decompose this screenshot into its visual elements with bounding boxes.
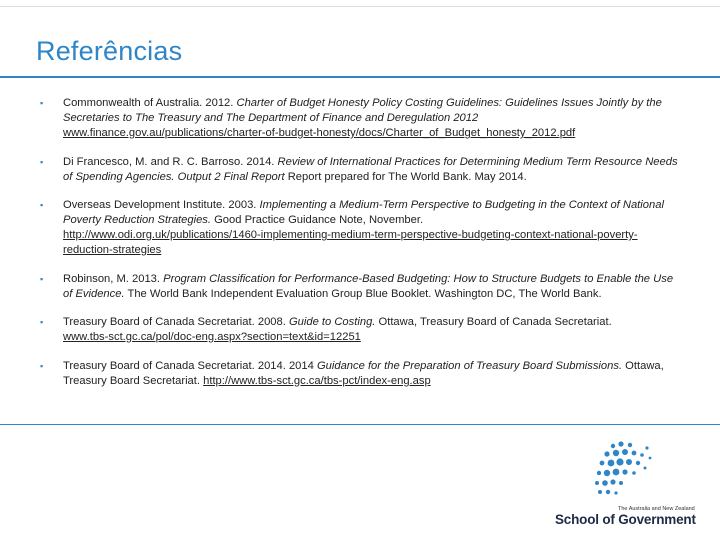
reference-item <box>40 359 680 389</box>
logo-tagline: The Australia and New Zealand <box>618 506 695 512</box>
reference-link[interactable]: http://www.tbs-sct.gc.ca/tbs-pct/index-eng.asp <box>203 374 431 387</box>
reference-item <box>40 155 680 185</box>
reference-title: Guidance for the Preparation of Treasury Board Submissions. <box>316 359 623 372</box>
reference-link[interactable]: http://www.odi.org.uk/publications/1460-implementing-medium-term-perspective-budgeting-context-national-poverty-reduction-strategies <box>63 229 638 256</box>
reference-item <box>40 96 680 141</box>
reference-author: Robinson, M. 2013. <box>63 272 164 285</box>
reference-title: Implementing a Medium-Term Perspective to Budgeting in the Context of National Poverty Reduction Strategies. <box>63 199 664 226</box>
reference-title: Program Classification for Performance-Based Budgeting: How to Structure Budgets to Enable the Use of Evidence. <box>63 272 674 300</box>
reference-author: Treasury Board of Canada Secretariat. 2014. 2014 <box>63 359 317 372</box>
reference-link[interactable]: www.tbs-sct.gc.ca/pol/doc-eng.aspx?section=text&id=12251 <box>63 331 361 343</box>
reference-author: Commonwealth of Australia. 2012. <box>63 97 237 109</box>
reference-author: Treasury Board of Canada Secretariat. 2008. <box>63 316 289 328</box>
top-divider <box>0 6 720 7</box>
footer-divider <box>0 424 720 425</box>
logo-wordmark: School of Government <box>555 512 696 527</box>
reference-link[interactable]: www.finance.gov.au/publications/charter-of-budget-honesty/docs/Charter_of_Budget_honesty_2012.pdf <box>63 127 576 139</box>
page-title: Referências <box>36 36 183 66</box>
reference-list <box>40 96 680 402</box>
bullet-icon: ▪ <box>40 200 44 210</box>
bullet-icon: ▪ <box>40 273 44 284</box>
reference-title: Charter of Budget Honesty Policy Costing Guidelines: Guidelines Issues Jointly by the Secretaries to The Treasury and The Department of Finance and Deregulation 2012 <box>63 97 662 124</box>
title-divider <box>0 76 720 78</box>
dot-cluster-icon <box>555 438 705 508</box>
reference-note: Ottawa, Treasury Board Secretariat. <box>63 359 664 387</box>
school-of-government-logo <box>555 438 705 530</box>
bullet-icon: ▪ <box>40 98 44 108</box>
bullet-icon: ▪ <box>40 156 44 167</box>
reference-note: Report prepared for The World Bank. May 2014. <box>284 170 527 183</box>
reference-title: Guide to Costing. <box>288 316 376 328</box>
reference-note: The World Bank Independent Evaluation Group Blue Booklet. Washington DC, The World Bank. <box>124 287 602 300</box>
bullet-icon: ▪ <box>40 360 44 371</box>
reference-note: Ottawa, Treasury Board of Canada Secretariat. <box>375 316 612 328</box>
bullet-icon: ▪ <box>40 317 44 327</box>
reference-item <box>40 315 680 345</box>
reference-title: Review of International Practices for Determining Medium Term Resource Needs of Spending Agencies. Output 2 Final Report <box>63 155 678 183</box>
reference-item <box>40 272 680 302</box>
reference-author: Di Francesco, M. and R. C. Barroso. 2014. <box>63 155 278 168</box>
reference-note: Good Practice Guidance Note, November. <box>211 214 424 226</box>
reference-item <box>40 198 680 258</box>
reference-author: Overseas Development Institute. 2003. <box>63 199 260 211</box>
